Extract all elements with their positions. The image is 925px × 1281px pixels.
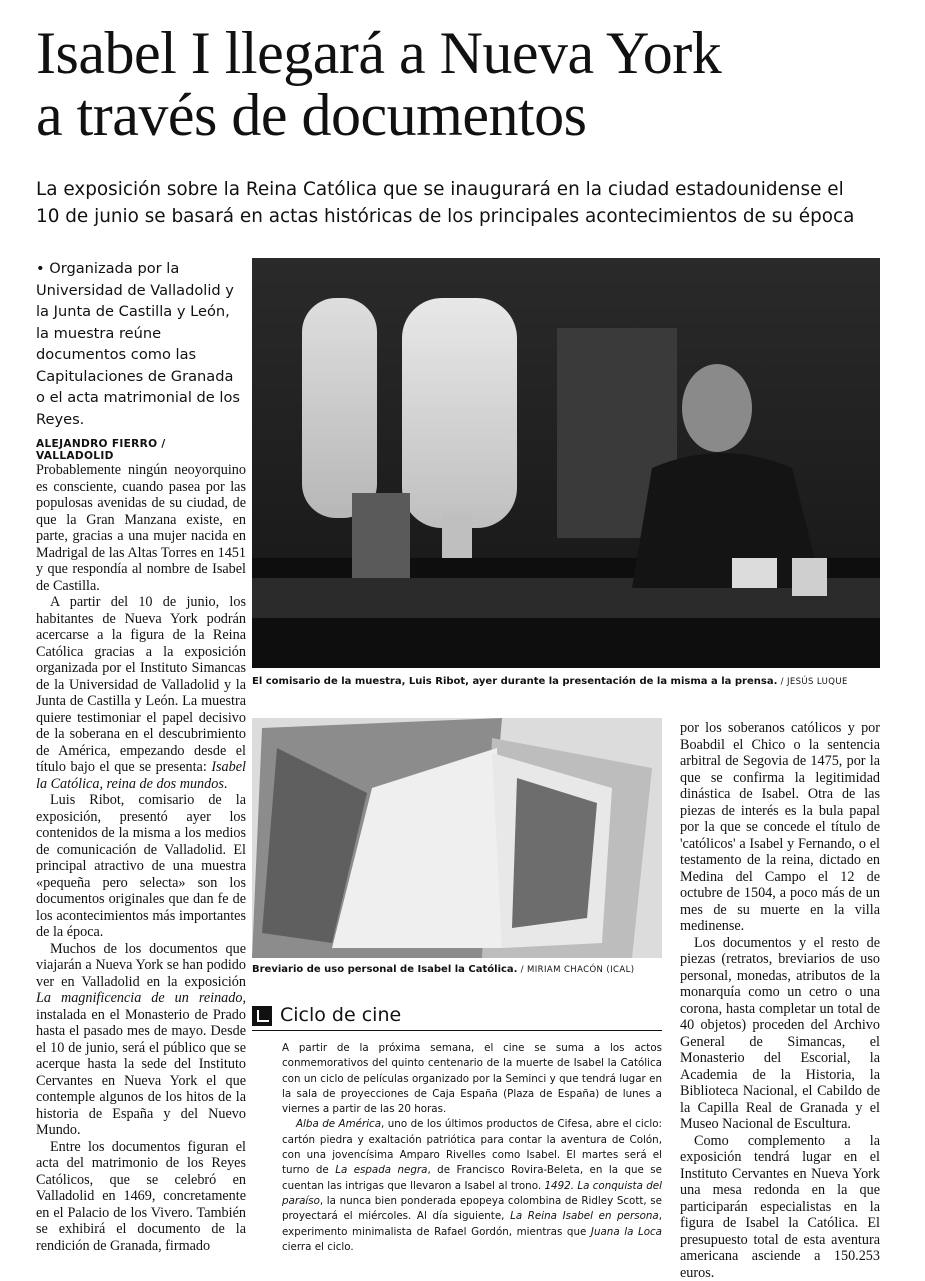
paragraph: Como complemento a la exposición tendrá lugar en el Instituto Cervantes en Nueva York una mesa redonda en la que participarán especialistas en la figura de Isabel la Católica. El presupuesto total de esta aventura americana asciende a 150.253 euros. bbox=[680, 1133, 880, 1281]
cine-header bbox=[252, 1004, 662, 1031]
byline: ALEJANDRO FIERRO / VALLADOLID bbox=[36, 438, 246, 462]
headline-line1: Isabel I llegará a Nueva York bbox=[36, 20, 721, 86]
paragraph-text: , instalada en el Monasterio de Prado hasta el pasado mes de mayo. Desde el 10 de junio, será el público que se acerque hasta la sede del Instituto Cervantes en Nueva York el que contemple algunos de los hitos de la historia de España y del Nuevo Mundo. bbox=[36, 990, 246, 1138]
paragraph bbox=[282, 1117, 662, 1255]
breviary-image bbox=[252, 718, 662, 958]
paragraph: Luis Ribot, comisario de la exposición, presentó ayer los contenidos de la misma a los medios de comunicación de Valladolid. El principal atractivo de una muestra «pequeña pero selecta» son los documentos originales que dan fe de los acontecimientos más importantes de la época. bbox=[36, 792, 246, 941]
exhibition-title: Isabel la Católica, reina de dos mundos bbox=[36, 759, 246, 792]
paragraph: A partir de la próxima semana, el cine se suma a los actos conmemorativos del quinto centenario de la muerte de Isabel la Católica con un ciclo de películas organizado por la Seminci y que tendrá lugar en la sala de proyecciones de Caja España (Plaza de España) de lunes a viernes a partir de las 20 horas. bbox=[282, 1041, 662, 1117]
photo-press-conference bbox=[252, 258, 880, 668]
cine-body bbox=[252, 1041, 662, 1255]
paragraph-text: A partir del 10 de junio, los habitantes de Nueva York podrán acercarse a la figura de la Reina Católica gracias a la exposición organizada por el Instituto Simancas de la Universidad de Valladolid y la Junta de Castilla y León. La muestra quiere testimoniar el papel decisivo de la soberana en el descubrimiento de América, empezando desde el título bajo el que se presenta: bbox=[36, 594, 246, 775]
photo-credit: / MIRIAM CHACÓN (ICAL) bbox=[521, 965, 635, 975]
headline-line2: a través de documentos bbox=[36, 82, 586, 148]
paragraph: Probablemente ningún neoyorquino es consciente, cuando pasea por las populosas avenidas de su ciudad, de que la Gran Manzana existe, en parte, gracias a una mujer nacida en Madrigal de las Altas Torres en 1451 y que respondía al nombre de Isabel de Castilla. bbox=[36, 462, 246, 594]
article-column-1 bbox=[36, 438, 246, 1254]
paragraph-text: cierra el ciclo. bbox=[282, 1241, 354, 1253]
headline bbox=[36, 22, 906, 146]
deck-line1: La exposición sobre la Reina Católica que se inaugurará en la ciudad estadounidense el bbox=[36, 179, 844, 200]
film-title: Juana la Loca bbox=[591, 1226, 662, 1238]
paragraph-text: , la nunca bien ponderada epopeya colombina de Ridley Scott, se proyectará el miércoles. Al día siguiente, bbox=[282, 1195, 662, 1222]
caption-text: Breviario de uso personal de Isabel la Católica. bbox=[252, 964, 517, 975]
film-title: Alba de América bbox=[296, 1118, 381, 1130]
caption-text: El comisario de la muestra, Luis Ribot, ayer durante la presentación de la misma a la prensa. bbox=[252, 676, 777, 687]
paragraph-text: Muchos de los documentos que viajarán a Nueva York se han podido ver en Valladolid en la exposición bbox=[36, 941, 246, 990]
photo-1-caption bbox=[252, 675, 880, 689]
paragraph: Los documentos y el resto de piezas (retratos, breviarios de uso personal, monedas, atributos de la monarquía como un cetro o una corona, hasta completar un total de 40 objetos) proceden del Archivo General de Simancas, el Monasterio del Escorial, la Academia de la Historia, la Biblioteca Nacional, el Cabildo de la Capilla Real de Granada y el Museo Nacional de Escultura. bbox=[680, 935, 880, 1133]
paragraph: por los soberanos católicos y por Boabdil el Chico o la sentencia arbitral de Segovia de 1475, por la que se confirma la legitimidad dinástica de Isabel. Otra de las piezas de interés es la bula papal por la que se concede el título de 'católicos' a Isabel y Fernando, o el testamento de la reina, dictado en Medina del Campo el 12 de octubre de 1504, a poco más de un mes de su muerte en la villa medinense. bbox=[680, 720, 880, 935]
section-marker-icon bbox=[252, 1006, 272, 1026]
deck-subtitle bbox=[36, 176, 896, 230]
exhibition-title: La magnificencia de un reinado bbox=[36, 990, 242, 1006]
paragraph bbox=[36, 594, 246, 792]
film-title: La Reina Isabel en persona bbox=[510, 1210, 659, 1222]
photo-breviary bbox=[252, 718, 662, 958]
paragraph-text: , experimento minimalista de Rafael Gordón, mientras que bbox=[282, 1210, 662, 1237]
film-title: 1492. La conquista del paraíso bbox=[282, 1180, 662, 1207]
film-title: La espada negra bbox=[335, 1164, 427, 1176]
article-column-3 bbox=[680, 720, 880, 1281]
deck-line2: 10 de junio se basará en actas históricas de los principales acontecimientos de su época bbox=[36, 206, 854, 227]
lead-summary bbox=[36, 258, 242, 430]
lead-bullet: • bbox=[36, 260, 45, 277]
paragraph-text: . bbox=[224, 776, 228, 792]
column-1-body bbox=[36, 462, 246, 1254]
lead-text: Organizada por la Universidad de Valladolid y la Junta de Castilla y León, la muestra reúne documentos como las Capitulaciones de Granada o el acta matrimonial de los Reyes. bbox=[36, 260, 240, 428]
paragraph bbox=[36, 941, 246, 1139]
photo-2-caption bbox=[252, 963, 672, 977]
press-conference-image bbox=[252, 258, 880, 668]
cine-sidebar bbox=[252, 1004, 662, 1255]
paragraph-text: , de Francisco Rovira-Beleta, en la que se cuentan las intrigas que llevaron a Isabel al trono. bbox=[282, 1164, 662, 1191]
cine-title: Ciclo de cine bbox=[280, 1004, 401, 1026]
photo-credit: / JESÚS LUQUE bbox=[781, 677, 848, 687]
paragraph-text: , uno de los últimos productos de Cifesa, abre el ciclo: cartón piedra y exaltación patriótica para contar la aventura de Colón, con una jovencísima Amparo Rivelles como Isabel. El martes será el turno de bbox=[282, 1118, 662, 1176]
paragraph: Entre los documentos figuran el acta del matrimonio de los Reyes Católicos, que se celebró en Valladolid en 1469, concretamente en el Palacio de los Vivero. También se exhibirá el documento de la rendición de Granada, firmado bbox=[36, 1139, 246, 1255]
